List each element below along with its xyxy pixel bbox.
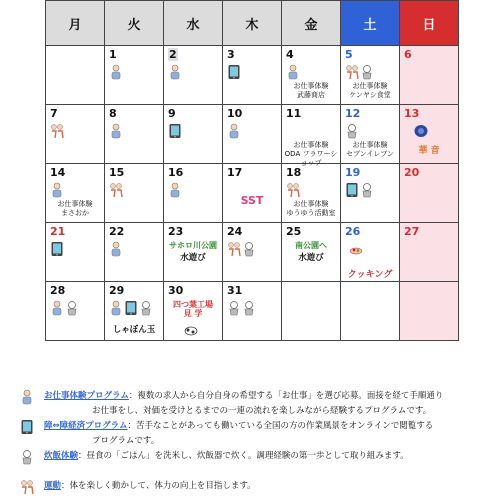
legend-title: 炊飯体験	[44, 451, 79, 461]
event-title: お仕事体験	[293, 82, 329, 90]
event-detail: まさおか	[61, 209, 89, 217]
empty-day-cell	[400, 282, 459, 341]
rice-cooking-icon	[139, 300, 153, 316]
activity-icons	[227, 241, 256, 257]
day-cell-5[interactable]	[341, 46, 400, 105]
day-cell-25[interactable]	[282, 223, 341, 282]
running-kids-icon	[20, 479, 34, 495]
day-cell-17[interactable]	[223, 164, 282, 223]
day-number: 13	[404, 107, 420, 120]
day-cell-22[interactable]	[105, 223, 164, 282]
activity-icons	[345, 123, 359, 139]
activity-icons	[345, 182, 374, 198]
running-kids-icon	[227, 241, 241, 257]
tablet-icon	[20, 419, 34, 435]
activity-icons	[414, 123, 428, 139]
activity-icons	[50, 123, 64, 139]
weekday-sun: 日	[400, 1, 459, 46]
day-number: 12	[345, 107, 361, 120]
legend-description-cont: プログラムです。	[92, 436, 160, 446]
calendar-body	[46, 46, 459, 341]
event-text	[166, 241, 220, 263]
day-number: 18	[286, 166, 302, 179]
legend-item	[20, 479, 490, 494]
day-cell-31[interactable]	[223, 282, 282, 341]
week-row	[46, 164, 459, 223]
weekday-tue: 火	[105, 1, 164, 46]
tablet-icon	[345, 182, 359, 198]
job-person-icon	[109, 241, 123, 257]
day-cell-19[interactable]	[341, 164, 400, 223]
day-number: 5	[345, 48, 353, 61]
activity-icons	[349, 241, 363, 257]
job-person-icon	[109, 64, 123, 80]
legend-description: ：体を楽しく動かして、体力の向上を目指します。	[61, 481, 256, 491]
weekday-mon: 月	[46, 1, 105, 46]
week-row	[46, 282, 459, 341]
event-detail: 水遊び	[180, 253, 206, 263]
day-number: 30	[168, 284, 184, 297]
day-number: 4	[286, 48, 294, 61]
event-text	[284, 200, 338, 218]
day-cell-2[interactable]	[164, 46, 223, 105]
activity-icons	[227, 300, 256, 316]
day-cell-29[interactable]	[105, 282, 164, 341]
job-person-icon	[286, 64, 300, 80]
rice-cooking-icon	[242, 300, 256, 316]
activity-icons	[50, 300, 79, 316]
event-text	[284, 82, 338, 100]
legend-item	[20, 389, 490, 419]
running-kids-icon	[109, 182, 123, 198]
legend-description: ：昼食の「ごはん」を洗米し、炊飯器で炊く。調理経験の第一歩として取り組みます。	[78, 451, 409, 461]
day-cell-23[interactable]	[164, 223, 223, 282]
day-number: 20	[404, 166, 420, 179]
running-kids-icon	[50, 123, 64, 139]
event-title: お仕事体験	[293, 141, 329, 149]
activity-icons	[109, 123, 123, 139]
activity-icons	[109, 64, 123, 80]
day-number: 29	[109, 284, 125, 297]
rice-cooking-icon	[65, 300, 79, 316]
day-cell-18[interactable]	[282, 164, 341, 223]
day-number: 15	[109, 166, 125, 179]
event-text	[343, 141, 397, 159]
legend-item	[20, 449, 490, 464]
day-cell-27[interactable]	[400, 223, 459, 282]
day-cell-13[interactable]	[400, 105, 459, 164]
activity-icons	[286, 182, 300, 198]
event-title: お仕事体験	[293, 200, 329, 208]
legend-description: ：苦手なことがあっても働いている全国の方の作業風景をオンラインで閲覧する	[127, 421, 434, 431]
activity-icons	[168, 123, 182, 139]
rice-cooking-icon	[242, 241, 256, 257]
day-cell-28[interactable]	[46, 282, 105, 341]
event-text	[48, 200, 102, 218]
rice-cooking-icon	[360, 64, 374, 80]
legend-title: 運動	[44, 481, 62, 491]
event-detail: ゆうゆう活動室	[286, 209, 336, 217]
event-text	[166, 300, 220, 318]
day-number: 31	[227, 284, 243, 297]
event-detail: 見 学	[183, 309, 203, 318]
activity-icons	[345, 64, 374, 80]
legend-description: ：複数の求人から自分自身の希望する「お仕事」を選び応募。面接を経て手順通り	[128, 391, 444, 401]
event-title: 南公園へ	[295, 241, 327, 250]
legend-description-cont: お仕事をし、対価を受けとるまでの一連の流れを楽しみながら経験するプログラムです。	[92, 406, 432, 416]
day-cell-1[interactable]	[105, 46, 164, 105]
activity-icons	[50, 241, 64, 257]
job-person-icon	[168, 64, 182, 80]
day-number: 16	[168, 166, 184, 179]
tablet-icon	[168, 123, 182, 139]
running-kids-icon	[345, 64, 359, 80]
day-cell-21[interactable]	[46, 223, 105, 282]
day-number: 22	[109, 225, 125, 238]
job-person-icon	[20, 389, 34, 405]
job-person-icon	[168, 182, 182, 198]
legend-title: 障⇔障経済プログラム	[44, 421, 128, 431]
job-person-icon	[109, 123, 123, 139]
event-detail: 武藤商店	[297, 91, 325, 99]
event-title: サホロ川公園	[169, 241, 217, 250]
rice-cooking-icon	[360, 182, 374, 198]
event-detail: ケンヤシ食堂	[349, 91, 391, 99]
rice-cooking-icon	[20, 449, 34, 465]
weekday-sat: 土	[341, 1, 400, 46]
activity-icons	[109, 300, 153, 316]
empty-day-cell	[282, 282, 341, 341]
job-person-icon	[50, 182, 64, 198]
activity-icons	[184, 322, 198, 338]
activity-icons	[168, 182, 182, 198]
day-number: 25	[286, 225, 302, 238]
weekday-thu: 木	[223, 1, 282, 46]
event-text	[343, 82, 397, 100]
day-number: 14	[50, 166, 66, 179]
event-label: クッキング	[347, 270, 393, 280]
day-number: 23	[168, 225, 184, 238]
event-label: 華 音	[418, 146, 440, 156]
running-kids-icon	[286, 182, 300, 198]
weekday-fri: 金	[282, 1, 341, 46]
day-cell-6[interactable]	[400, 46, 459, 105]
day-cell-16[interactable]	[164, 164, 223, 223]
day-number: 7	[50, 107, 58, 120]
week-row	[46, 105, 459, 164]
event-title: 四つ葉工場	[173, 300, 213, 309]
day-number: 1	[109, 48, 117, 61]
tablet-icon	[227, 64, 241, 80]
event-title: お仕事体験	[352, 141, 388, 149]
day-cell-14[interactable]	[46, 164, 105, 223]
day-number: 8	[109, 107, 117, 120]
day-cell-7[interactable]	[46, 105, 105, 164]
day-cell-12[interactable]	[341, 105, 400, 164]
day-number: 28	[50, 284, 66, 297]
day-cell-4[interactable]	[282, 46, 341, 105]
day-number: 26	[345, 225, 361, 238]
day-number: 9	[168, 107, 176, 120]
event-title: お仕事体験	[352, 82, 388, 90]
day-cell-8[interactable]	[105, 105, 164, 164]
day-cell-30[interactable]	[164, 282, 223, 341]
day-cell-10[interactable]	[223, 105, 282, 164]
day-cell-26[interactable]	[341, 223, 400, 282]
rice-cooking-icon	[345, 123, 359, 139]
day-number: 17	[227, 166, 243, 179]
event-text	[284, 241, 338, 263]
activity-icons	[227, 64, 241, 80]
tablet-icon	[124, 300, 138, 316]
day-number: 21	[50, 225, 66, 238]
day-cell-11[interactable]	[282, 105, 341, 167]
empty-day-cell	[341, 282, 400, 341]
tablet-icon	[50, 241, 64, 257]
event-text	[107, 322, 161, 335]
activity-icons	[286, 64, 300, 80]
day-cell-3[interactable]	[223, 46, 282, 105]
activity-icons	[50, 182, 64, 198]
event-detail: セブンイレブン	[345, 150, 395, 158]
event-detail: しゃぼん玉	[112, 325, 156, 335]
day-cell-9[interactable]	[164, 105, 223, 164]
job-person-icon	[109, 300, 123, 316]
event-detail: ODA フラワーショップ	[284, 150, 338, 167]
cooking-food-icon	[349, 241, 363, 257]
day-cell-15[interactable]	[105, 164, 164, 223]
day-number: 19	[345, 166, 361, 179]
empty-day-cell	[46, 46, 105, 105]
job-person-icon	[227, 123, 241, 139]
globe-event-icon	[414, 123, 428, 139]
day-number: 11	[286, 107, 302, 120]
day-number: 3	[227, 48, 235, 61]
week-row	[46, 46, 459, 105]
day-cell-20[interactable]	[400, 164, 459, 223]
rice-cooking-icon	[227, 300, 241, 316]
activity-icons	[109, 182, 123, 198]
day-number: 27	[404, 225, 420, 238]
day-cell-24[interactable]	[223, 223, 282, 282]
day-number: 6	[404, 48, 412, 61]
day-number: 2	[169, 48, 177, 61]
event-detail: 水遊び	[298, 253, 324, 263]
weekday-wed: 水	[164, 1, 223, 46]
day-number: 10	[227, 107, 243, 120]
legend-title: お仕事体験プログラム	[44, 391, 129, 401]
event-title: お仕事体験	[57, 200, 93, 208]
activity-icons	[109, 241, 123, 257]
activity-icons	[227, 123, 241, 139]
job-person-icon	[50, 300, 64, 316]
calendar-grid	[45, 0, 459, 341]
activity-icons	[168, 64, 182, 80]
day-number: 24	[227, 225, 243, 238]
cow-icon	[184, 322, 198, 338]
event-label: SST	[240, 194, 264, 207]
week-row	[46, 223, 459, 282]
legend-item	[20, 419, 490, 449]
